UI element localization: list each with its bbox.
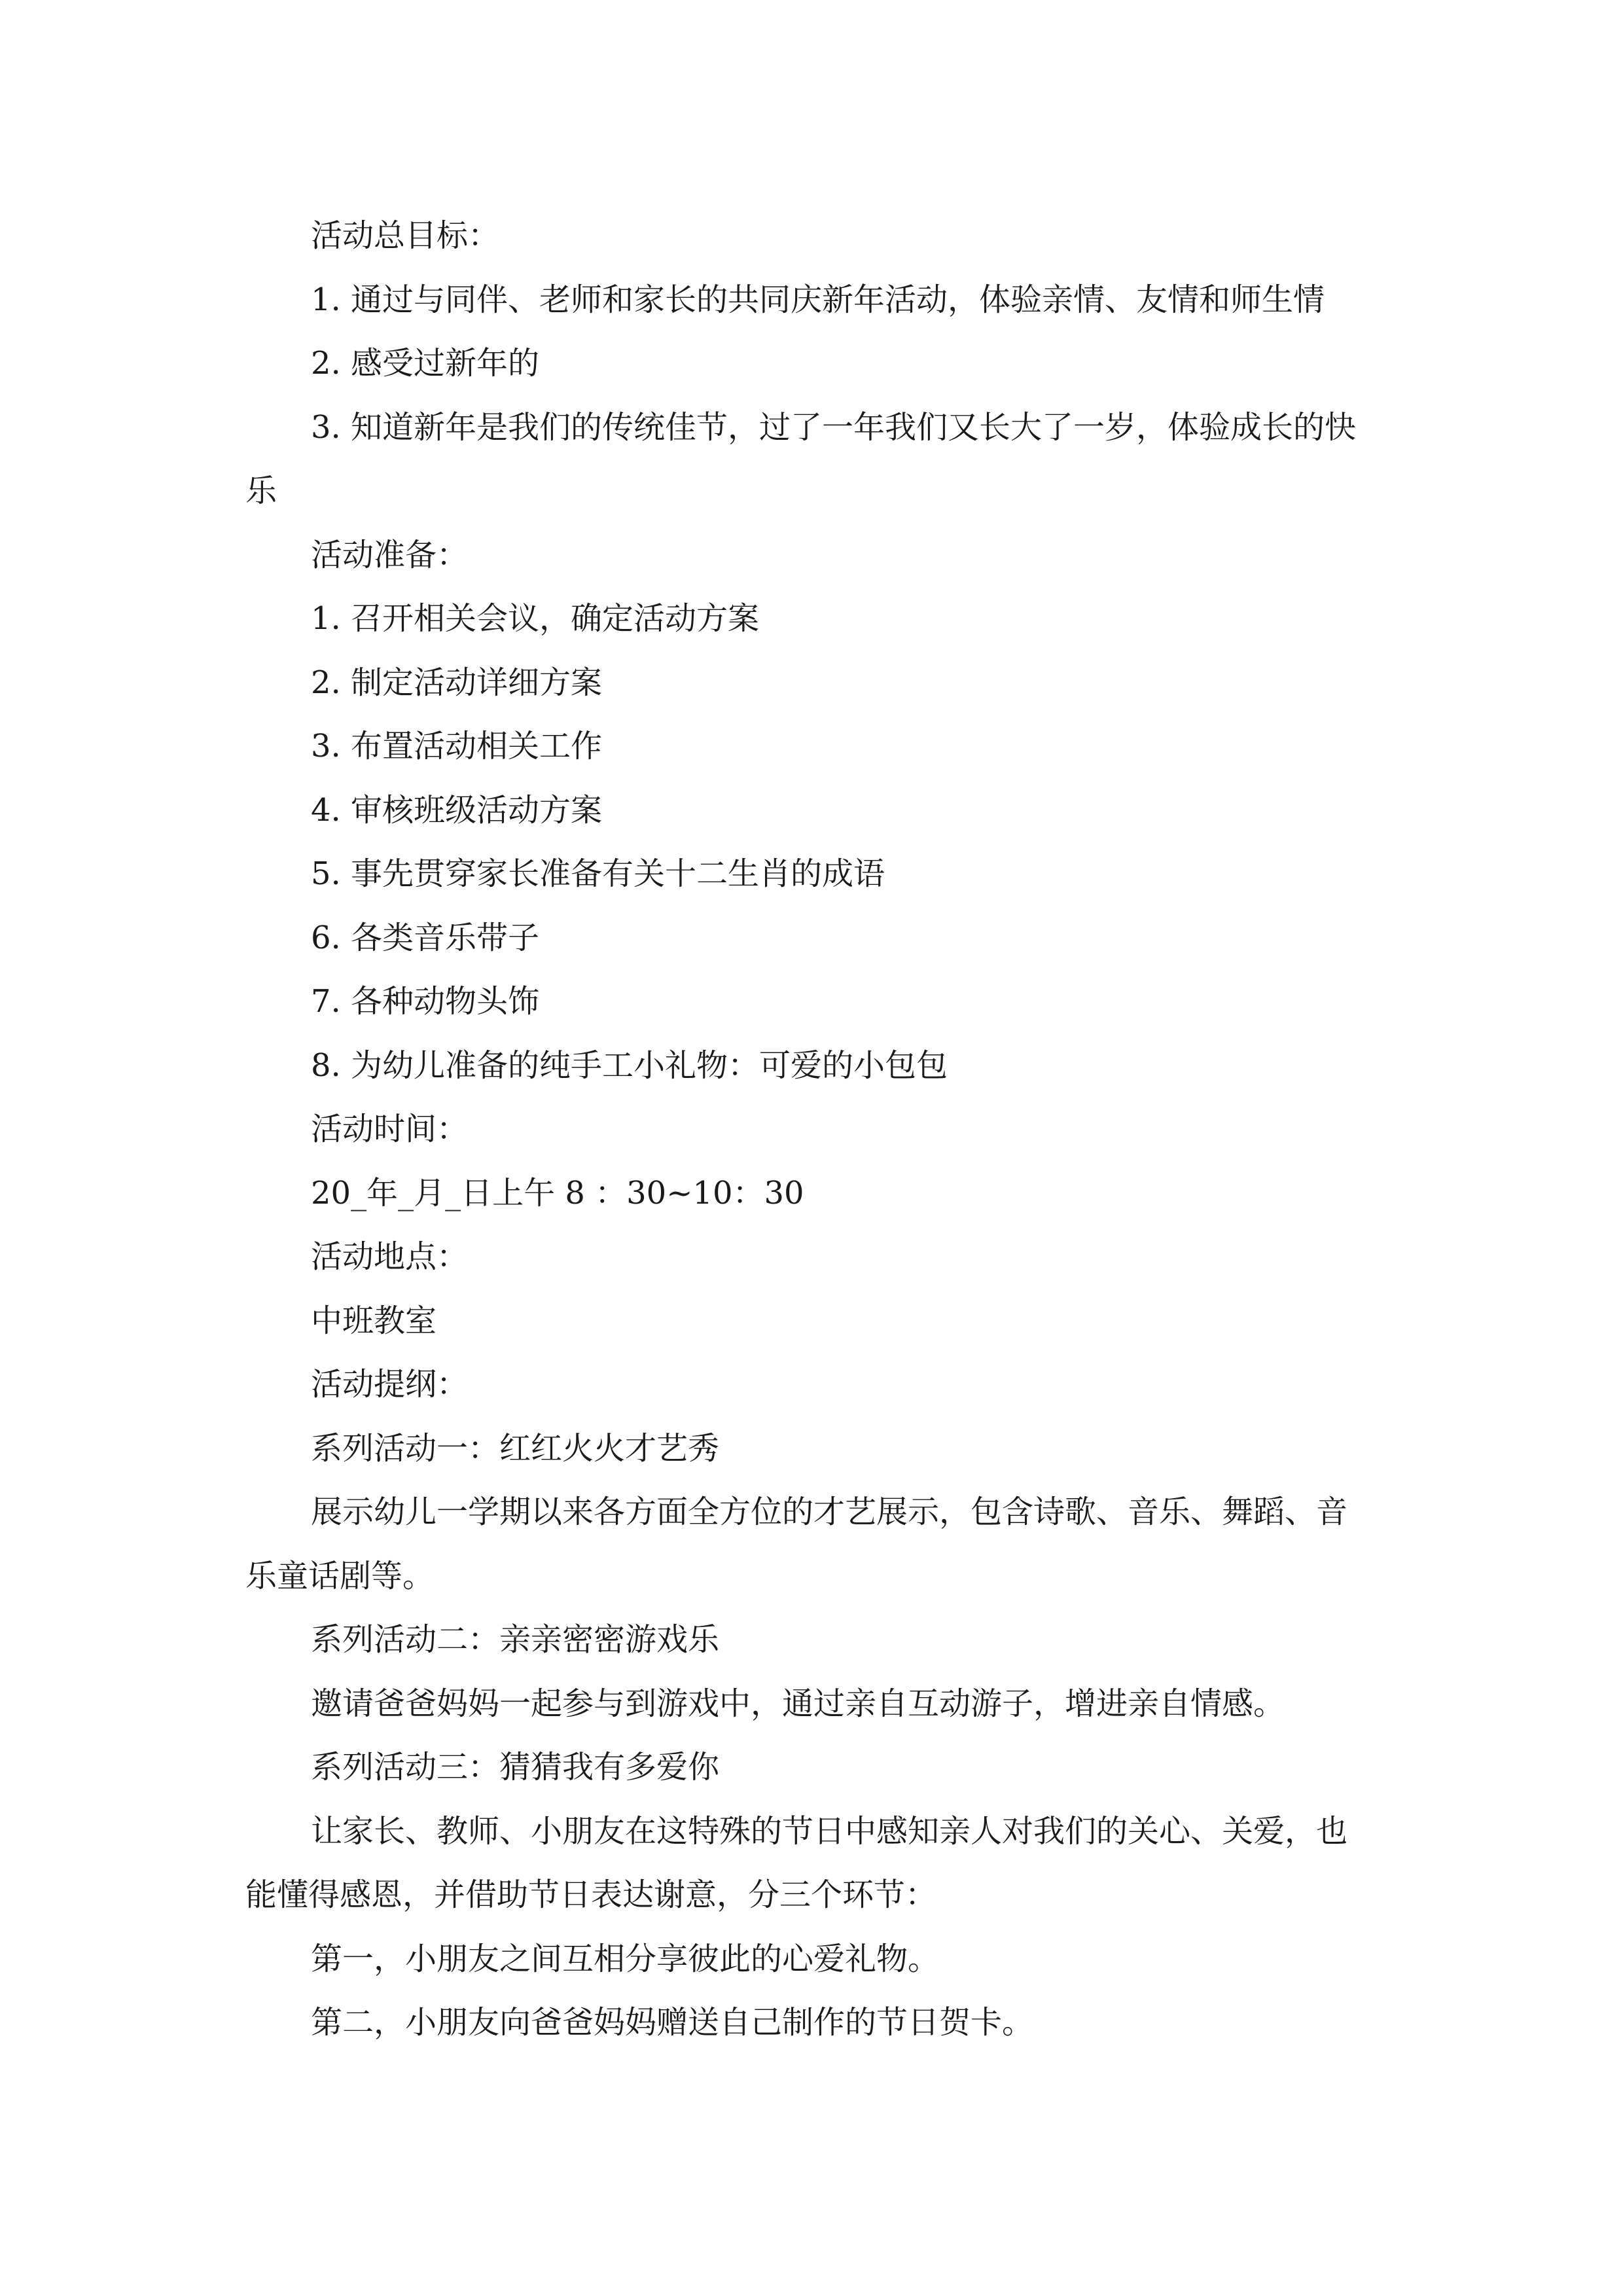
prep-item-5: 5. 事先贯穿家长准备有关十二生肖的成语 — [311, 855, 885, 892]
location-value: 中班教室 — [311, 1302, 437, 1339]
prep-item-6: 6. 各类音乐带子 — [311, 919, 540, 956]
series-activity-2-desc: 邀请爸爸妈妈一起参与到游戏中，通过亲自互动游子，增进亲自情感。 — [311, 1685, 1285, 1722]
series-activity-3-desc: 让家长、教师、小朋友在这特殊的节日中感知亲人对我们的关心、关爱，也能懂得感恩，并借助节日表达谢意，分三个环节： — [245, 1812, 1348, 1913]
goal-item-3: 3. 知道新年是我们的传统佳节，过了一年我们又长大了一岁，体验成长的快乐 — [245, 408, 1357, 509]
step-second: 第二，小朋友向爸爸妈妈赠送自己制作的节日贺卡。 — [311, 2004, 1034, 2041]
series-activity-1-desc: 展示幼儿一学期以来各方面全方位的才艺展示，包含诗歌、音乐、舞蹈、音乐童话剧等。 — [245, 1494, 1348, 1594]
prep-item-7: 7. 各种动物头饰 — [311, 983, 540, 1020]
series-activity-1-title: 系列活动一：红红火火才艺秀 — [311, 1429, 720, 1467]
goal-item-2: 2. 感受过新年的 — [311, 345, 540, 382]
prep-item-4: 4. 审核班级活动方案 — [311, 791, 603, 829]
heading-goals: 活动总目标： — [311, 217, 500, 254]
prep-item-8: 8. 为幼儿准备的纯手工小礼物：可爱的小包包 — [311, 1047, 948, 1084]
goal-item-1: 1. 通过与同伴、老师和家长的共同庆新年活动，体验亲情、友情和师生情 — [311, 281, 1325, 318]
prep-item-2: 2. 制定活动详细方案 — [311, 664, 603, 701]
prep-item-1: 1. 召开相关会议，确定活动方案 — [311, 600, 760, 637]
document-body — [245, 204, 1378, 2055]
prep-item-3: 3. 布置活动相关工作 — [311, 728, 603, 764]
series-activity-3-title: 系列活动三：猜猜我有多爱你 — [311, 1749, 720, 1785]
heading-time: 活动时间： — [311, 1111, 469, 1147]
time-value: 20_年_月_日上午 8 ：30~10：30 — [311, 1174, 804, 1211]
heading-outline: 活动提纲： — [311, 1366, 469, 1403]
step-first: 第一，小朋友之间互相分享彼此的心爱礼物。 — [311, 1940, 940, 1977]
series-activity-2-title: 系列活动二：亲亲密密游戏乐 — [311, 1621, 720, 1658]
heading-preparation: 活动准备： — [311, 536, 469, 573]
heading-location: 活动地点： — [311, 1238, 469, 1275]
